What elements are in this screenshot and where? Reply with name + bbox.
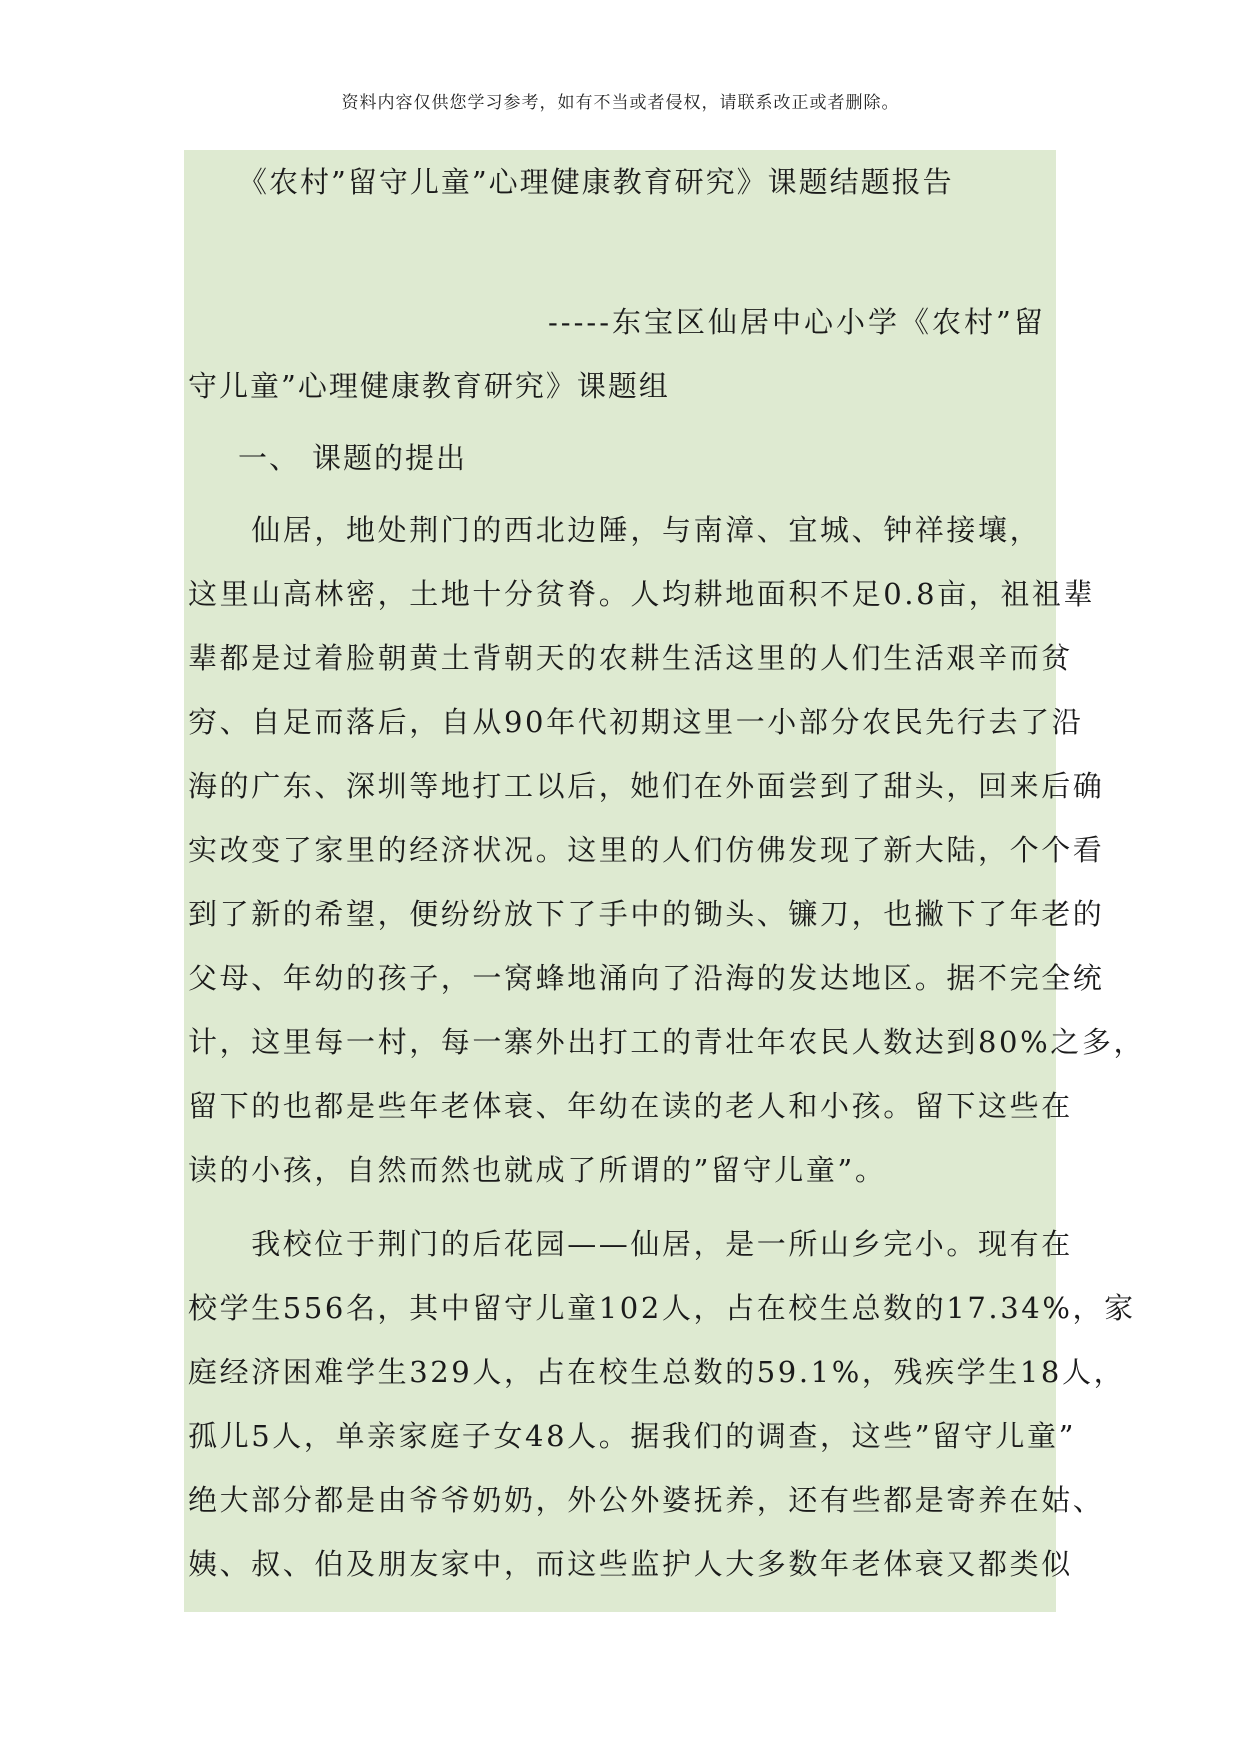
section-heading <box>238 436 467 480</box>
paragraph-line: 绝大部分都是由爷爷奶奶，外公外婆抚养，还有些都是寄养在姑、 <box>188 1483 1105 1517</box>
section-number: 一、 <box>238 441 301 475</box>
byline-line-1: -----东宝区仙居中心小学《农村”留 <box>548 305 1046 339</box>
paragraph-line: 到了新的希望，便纷纷放下了手中的锄头、镰刀，也撇下了年老的 <box>188 897 1105 931</box>
document-title: 《农村”留守儿童”心理健康教育研究》课题结题报告 <box>238 165 954 199</box>
paragraph-line: 姨、叔、伯及朋友家中，而这些监护人大多数年老体衰又都类似 <box>188 1547 1073 1581</box>
paragraph-line: 庭经济困难学生329人，占在校生总数的59.1%，残疾学生18人， <box>188 1355 1126 1389</box>
paragraph-line: 校学生556名，其中留守儿童102人，占在校生总数的17.34%，家 <box>188 1291 1136 1325</box>
paragraph-line: 实改变了家里的经济状况。这里的人们仿佛发现了新大陆，个个看 <box>188 833 1105 867</box>
section-title: 课题的提出 <box>312 441 468 475</box>
byline-line-2: 守儿童”心理健康教育研究》课题组 <box>188 369 670 403</box>
paragraph-line: 留下的也都是些年老体衰、年幼在读的老人和小孩。留下这些在 <box>188 1089 1073 1123</box>
paragraph-line: 仙居，地处荆门的西北边陲，与南漳、宜城、钟祥接壤， <box>188 513 1042 547</box>
paragraph-line: 计，这里每一村，每一寨外出打工的青壮年农民人数达到80%之多， <box>188 1025 1146 1059</box>
disclaimer-header: 资料内容仅供您学习参考，如有不当或者侵权，请联系改正或者删除。 <box>341 93 900 113</box>
paragraph-line: 读的小孩，自然而然也就成了所谓的”留守儿童”。 <box>188 1153 887 1187</box>
paragraph-line: 穷、自足而落后，自从90年代初期这里一小部分农民先行去了沿 <box>188 705 1084 739</box>
paragraph-line: 海的广东、深圳等地打工以后，她们在外面尝到了甜头，回来后确 <box>188 769 1105 803</box>
paragraph-line: 这里山高林密，土地十分贫脊。人均耕地面积不足0.8亩，祖祖辈 <box>188 577 1096 611</box>
paragraph-line: 孤儿5人，单亲家庭子女48人。据我们的调查，这些”留守儿童” <box>188 1419 1077 1453</box>
paragraph-line: 父母、年幼的孩子，一窝蜂地涌向了沿海的发达地区。据不完全统 <box>188 961 1105 995</box>
paragraph-line: 辈都是过着脸朝黄土背朝天的农耕生活这里的人们生活艰辛而贫 <box>188 641 1073 675</box>
paragraph-line: 我校位于荆门的后花园——仙居，是一所山乡完小。现有在 <box>188 1227 1073 1261</box>
